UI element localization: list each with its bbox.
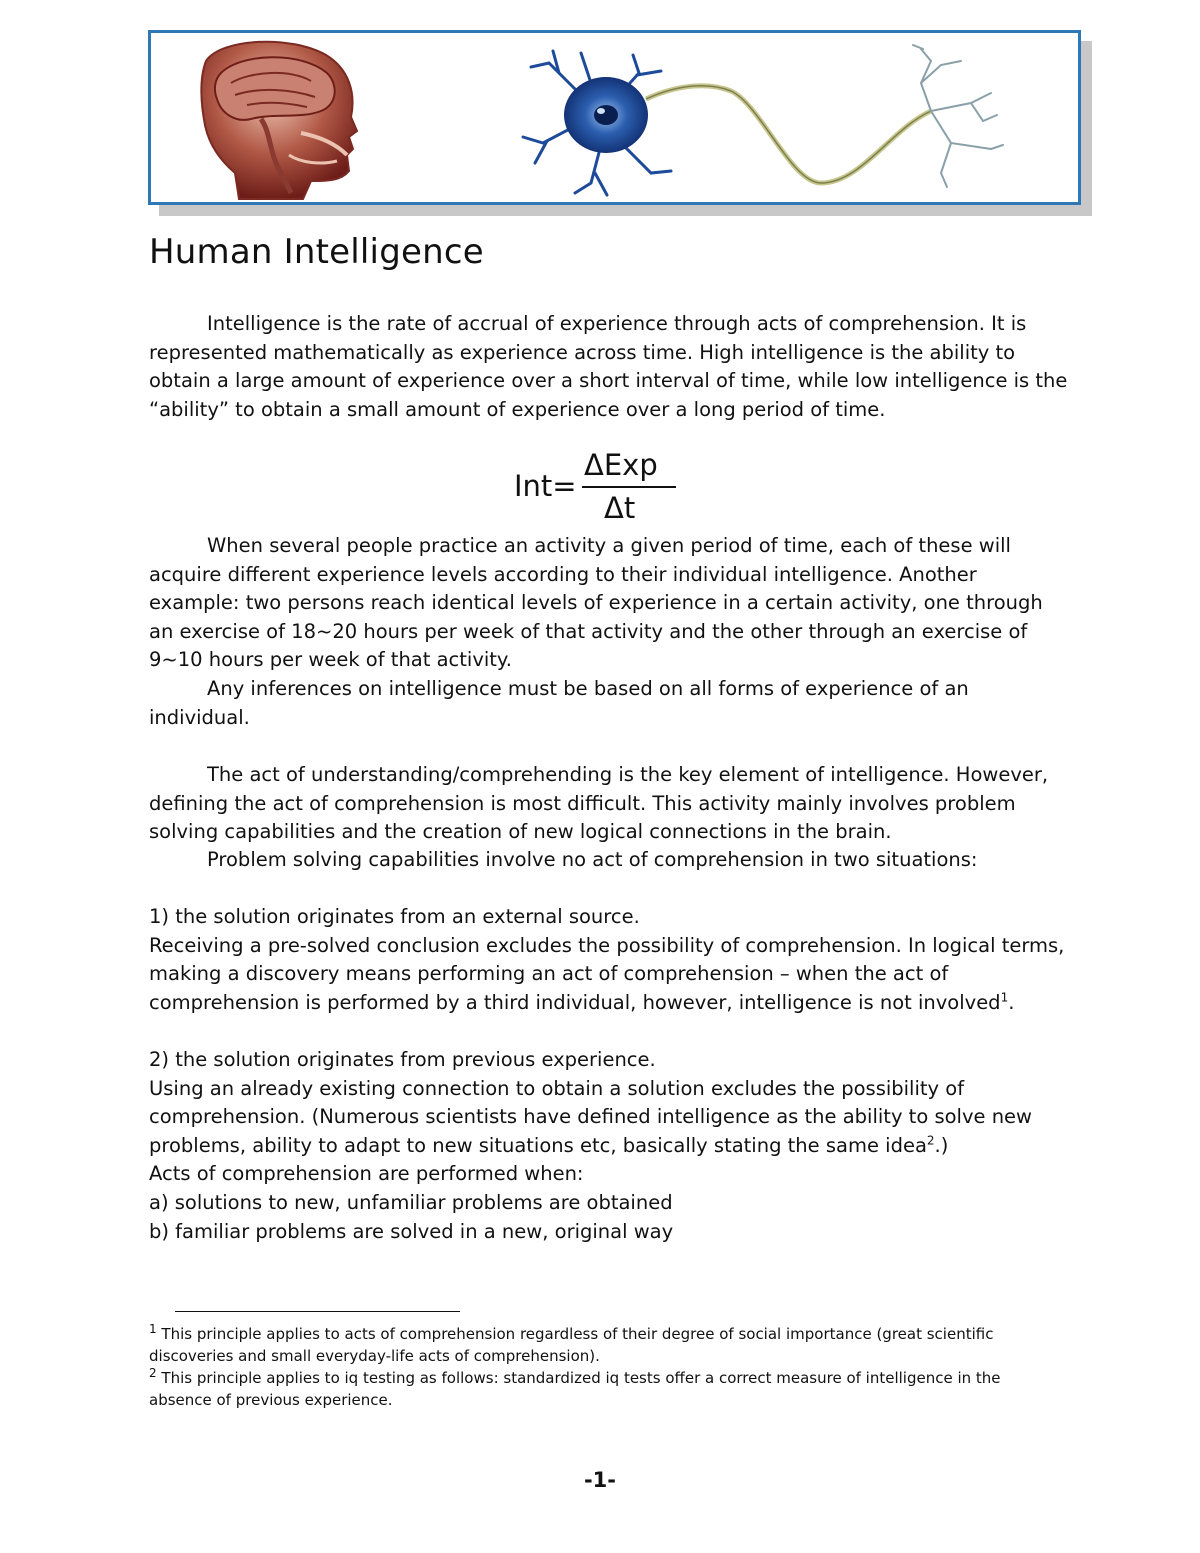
situation-2-end: .) <box>934 1133 949 1157</box>
situation-2-heading: 2) the solution originates from previous experience. <box>149 1048 656 1071</box>
banner-illustration <box>151 33 1078 202</box>
formula-denominator: Δt <box>604 491 636 525</box>
situation-1-heading: 1) the solution originates from an external source. <box>149 905 640 928</box>
footnote-1 <box>149 1323 1049 1367</box>
footnote-ref-2[interactable]: 2 <box>926 1133 935 1148</box>
acts-item-b: b) familiar problems are solved in a new, original way <box>149 1219 674 1243</box>
formula-numerator: ΔExp <box>584 448 658 482</box>
header-banner <box>148 30 1081 205</box>
situation-1-end: . <box>1008 990 1015 1014</box>
paragraph-definition: Intelligence is the rate of accrual of experience through acts of comprehension. It is represented mathematically as experience across time. High intelligence is the ability to obtain a large amount of experience over a short interval of time, while low intelligence is the “ability” to obtain a small amount of experience over a long period of time. <box>149 312 1068 421</box>
paragraph-example: When several people practice an activity a given period of time, each of these will acquire different experience levels according to their individual intelligence. Another example: two persons reach identical levels of experience in a certain activity, one through an exercise of 18~20 hours per week of that activity and the other through an exercise of 9~10 hours per week of that activity. <box>149 534 1043 672</box>
formula-fraction-bar <box>582 486 676 488</box>
formula-lhs: Int= <box>514 469 577 503</box>
paragraph-inferences: Any inferences on intelligence must be based on all forms of experience of an individual. <box>149 677 969 729</box>
situation-1-text: Receiving a pre-solved conclusion excludes the possibility of comprehension. In logical terms, making a discovery means performing an act of comprehension – when the act of comprehension is performed by a third individual, however, intelligence is not involved <box>149 933 1065 1014</box>
situation-2 <box>149 1046 1069 1246</box>
neuron-icon <box>523 45 1003 195</box>
situation-1 <box>149 903 1069 1017</box>
acts-item-a: a) solutions to new, unfamiliar problems are obtained <box>149 1190 673 1214</box>
footnote-separator <box>175 1311 460 1312</box>
acts-intro: Acts of comprehension are performed when: <box>149 1162 584 1186</box>
intelligence-formula <box>514 448 684 528</box>
paragraph-situations-intro: Problem solving capabilities involve no act of comprehension in two situations: <box>207 848 978 871</box>
brain-cross-section-icon <box>201 42 357 199</box>
footnote-1-mark: 1 <box>149 1322 157 1336</box>
footnote-2-mark: 2 <box>149 1366 157 1380</box>
footnote-1-text: This principle applies to acts of comprehension regardless of their degree of social importance (great scientific discoveries and small everyday-life acts of comprehension). <box>149 1325 994 1365</box>
page-title: Human Intelligence <box>149 232 484 272</box>
footnote-ref-1[interactable]: 1 <box>1000 990 1009 1005</box>
paragraph-comprehension: The act of understanding/comprehending is the key element of intelligence. However, defining the act of comprehension is most difficult. This activity mainly involves problem solving capabilities and the creation of new logical connections in the brain. <box>149 763 1049 844</box>
footnote-2 <box>149 1367 1049 1411</box>
footnote-2-text: This principle applies to iq testing as follows: standardized iq tests offer a correct measure of intelligence in the absence of previous experience. <box>149 1369 1001 1409</box>
situation-2-text: Using an already existing connection to obtain a solution excludes the possibility of comprehension. (Numerous scientists have defined intelligence as the ability to solve new problems, ability to adapt to new situations etc, basically stating the same idea <box>149 1076 1033 1157</box>
page-number: -1- <box>583 1468 617 1492</box>
